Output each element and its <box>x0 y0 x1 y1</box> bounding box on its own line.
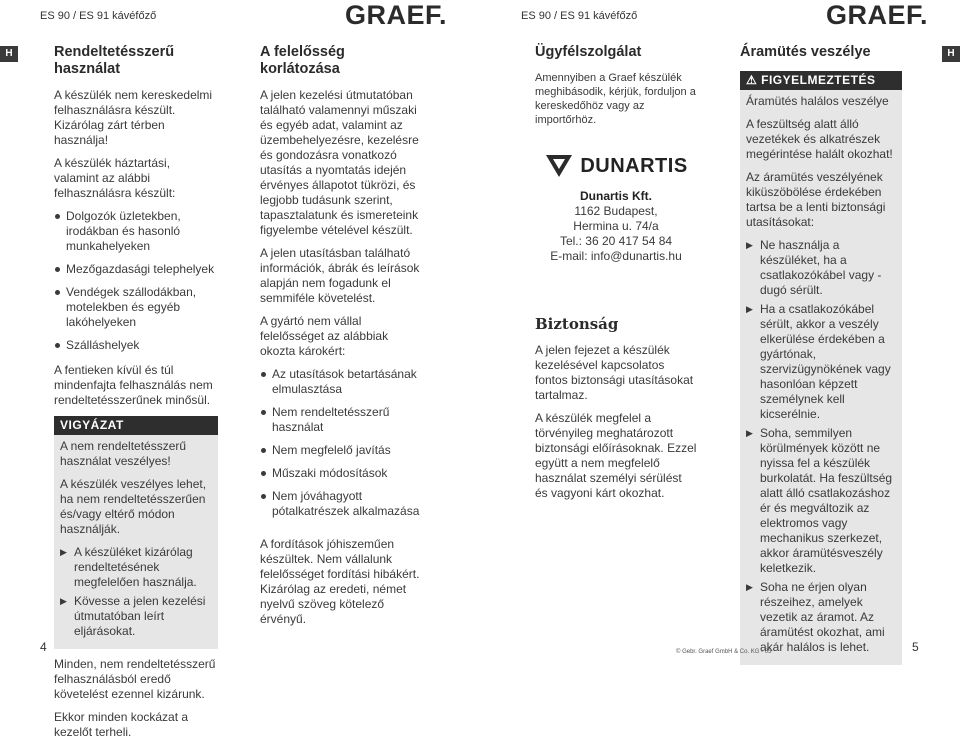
list-item: ▶ Kövesse a jelen kezelési útmutatóban leírt eljárásokat. <box>60 594 212 639</box>
graef-logo-left: GRAEF. <box>345 0 448 30</box>
list-item: Az utasítások betartásának elmulasztása <box>260 367 424 397</box>
paragraph: A készülék megfelel a törvényileg meghatározott biztonsági előírásoknak. Ezzel együtt a nem megfelelő használat személyi sérülést és vagyoni kárt okozhat. <box>535 411 697 500</box>
column-customer-service <box>535 44 697 509</box>
paragraph: A fordítások jóhiszeműen készültek. Nem vállalunk felelősséget fordítási hibákért. Kizárólag az eredeti, német nyelvű szöveg kötelező érvényű. <box>260 537 420 626</box>
paragraph: Az áramütés veszélyének kiküszöbölése érdekében tartsa be a lenti biztonsági utasításokat: <box>746 170 886 229</box>
paragraph: A készülék nem kereskedelmi felhasználásra készült. Kizárólag zárt térben használja! <box>54 88 213 147</box>
phone: Tel.: 36 20 417 54 84 <box>559 234 673 248</box>
paragraph: Ekkor minden kockázat a kezelőt terheli. <box>54 710 189 739</box>
company-name: Dunartis Kft. <box>580 189 652 203</box>
list-item: Vendégek szállodákban, motelekben és egyéb lakóhelyeken <box>54 285 218 330</box>
dunartis-logo-icon <box>544 153 574 179</box>
paragraph: A gyártó nem vállal felelősséget az alábbiak okozta károkért: <box>260 314 389 358</box>
paragraph: Minden, nem rendeltetésszerű felhasználásból eredő követelést ezennel kizárunk. <box>54 657 216 701</box>
left-header-title: ES 90 / ES 91 kávéfőző <box>40 10 157 22</box>
use-list <box>54 209 218 353</box>
brand-name: DUNARTIS <box>580 154 688 177</box>
page-number-right: 5 <box>912 640 919 654</box>
paragraph: A fentieken kívül és túl mindenfajta felhasználás nem rendeltetésszerűnek minősül. <box>54 363 213 407</box>
copyright: © Gebr. Graef GmbH & Co. KG - 03 <box>676 649 772 655</box>
warning-heading-label: FIGYELMEZTETÉS <box>761 73 876 87</box>
column-liability <box>260 44 424 635</box>
heading-customer-service: Ügyfélszolgálat <box>535 44 642 60</box>
dealer-contact <box>535 153 697 264</box>
address-line: Hermina u. 74/a <box>573 219 659 233</box>
list-item: Szálláshelyek <box>54 338 218 353</box>
list-item: Dolgozók üzletekben, irodákban és hasonló munkahelyeken <box>54 209 218 254</box>
list-item: ▶ Ne használja a készüléket, ha a csatlakozókábel vagy -dugó sérült. <box>746 238 896 298</box>
address-line: 1162 Budapest, <box>574 204 658 218</box>
language-tab-left: H <box>0 46 18 62</box>
page-number-left: 4 <box>40 640 47 654</box>
caution-box <box>54 416 218 649</box>
heading-intended-use: Rendeltetésszerű használat <box>54 44 175 77</box>
warning-heading <box>740 71 902 90</box>
liability-list <box>260 367 424 519</box>
paragraph: A jelen fejezet a készülék kezelésével kapcsolatos fontos biztonsági utasításokat tartalmaz. <box>535 343 694 402</box>
paragraph: A készülék háztartási, valamint az alábbi felhasználásra készült: <box>54 156 176 200</box>
caution-heading: VIGYÁZAT <box>54 416 218 435</box>
heading-liability: A felelősség korlátozása <box>260 44 345 77</box>
dunartis-logo <box>535 153 697 179</box>
email[interactable]: E-mail: info@dunartis.hu <box>550 249 682 263</box>
list-item: ▶ Ha a csatlakozókábel sérült, akkor a veszély elkerülése érdekében a gyártónak, szervizügynökének vagy hasonlóan képzett személynek kell kicserélnie. <box>746 302 896 422</box>
warning-triangle-icon: ⚠ <box>746 73 758 87</box>
list-item: Nem megfelelő javítás <box>260 443 424 458</box>
list-item: ▶ A készüléket kizárólag rendeltetésének megfelelően használja. <box>60 545 212 590</box>
column-electric-shock <box>740 44 902 673</box>
language-tab-right: H <box>942 46 960 62</box>
heading-electric-shock: Áramütés veszélye <box>740 44 871 60</box>
paragraph: Áramütés halálos veszélye <box>746 94 889 108</box>
paragraph: Amennyiben a Graef készülék meghibásodik, kérjük, forduljon a kereskedőhöz vagy az importőrhöz. <box>535 72 696 126</box>
list-item: ▶ Soha ne érjen olyan részeihez, amelyek vezetik az áramot. Az áramütést okozhat, ami akár halálos is lehet. <box>746 580 896 655</box>
caution-list <box>60 545 212 639</box>
warning-box <box>740 71 902 665</box>
list-item: Mezőgazdasági telephelyek <box>54 262 218 277</box>
list-item: Nem jóváhagyott pótalkatrészek alkalmazása <box>260 489 424 519</box>
right-header-title: ES 90 / ES 91 kávéfőző <box>521 10 638 22</box>
shock-list <box>746 238 896 655</box>
paragraph: A készülék veszélyes lehet, ha nem rendeltetésszerűen és/vagy eltérő módon használják. <box>60 477 207 536</box>
list-item: ▶ Soha, semmilyen körülmények között ne nyissa fel a készülék burkolatát. Ha feszültség alatt álló csatlakozáshoz ér és megváltozik az elektromos vagy mechanikus szerkezet, akkor áramütésveszély keletkezik. <box>746 426 896 576</box>
list-item: Nem rendeltetésszerű használat <box>260 405 424 435</box>
paragraph: A feszültség alatt álló vezetékek és alkatrészek megérintése halált okozhat! <box>746 117 893 161</box>
heading-safety: Biztonság <box>535 315 619 333</box>
paragraph: A nem rendeltetésszerű használat veszélyes! <box>60 439 187 468</box>
column-intended-use <box>54 44 218 748</box>
paragraph: A jelen utasításban található információk, ábrák és leírások alapján nem fogadunk el semmiféle követelést. <box>260 246 420 305</box>
graef-logo-right: GRAEF. <box>826 0 929 30</box>
paragraph: A jelen kezelési útmutatóban található valamennyi műszaki és egyéb adat, valamint az üzembehelyezésre, kezelésre és gondozásra vonatkozó utasítás a nyomtatás idején érvényes állapotot tükrözi, és legjobb tudásunk szerint, tapasztalatunk és ismereteink figyelembe vételével készült. <box>260 88 419 237</box>
list-item: Műszaki módosítások <box>260 466 424 481</box>
